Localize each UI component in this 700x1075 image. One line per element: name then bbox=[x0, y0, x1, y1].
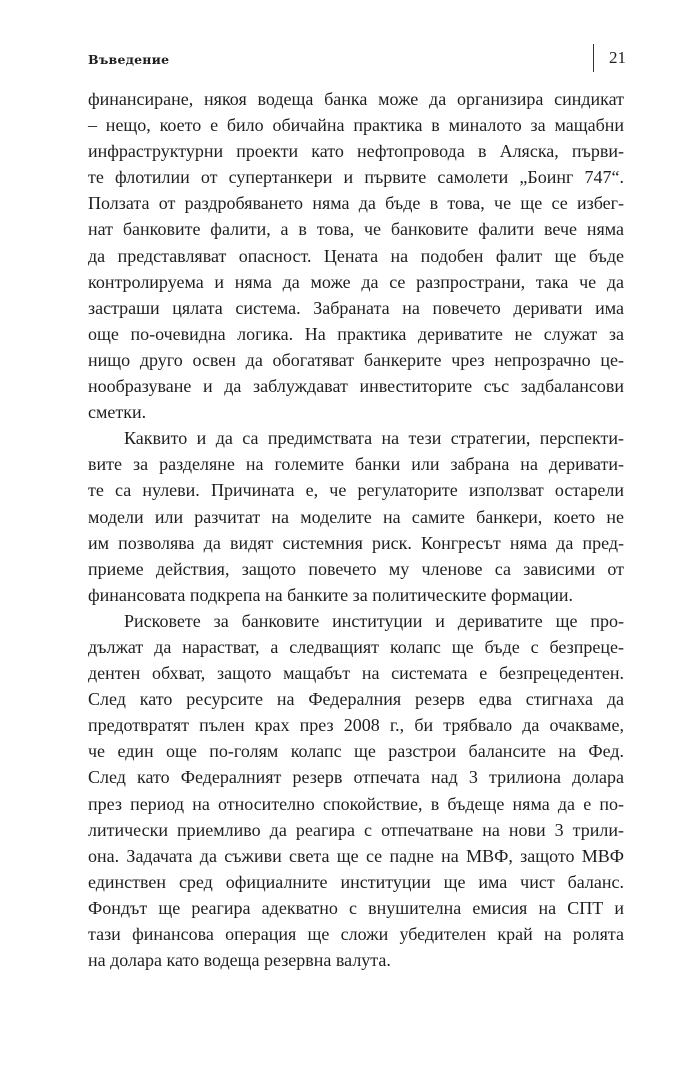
text-line: финансовата подкрепа на банките за политическите формации. bbox=[88, 584, 574, 605]
text-line: нат банковите фалити, а в това, че банковите фалити вече няма bbox=[88, 219, 624, 240]
text-line: Фондът ще реагира адекватно с внушителна емисия на СПТ и bbox=[88, 897, 624, 918]
text-line: сметки. bbox=[88, 402, 147, 423]
text-line: модели или разчитат на моделите на самите банкери, което не bbox=[88, 506, 624, 527]
text-line: им позволява да видят системния риск. Конгресът няма да пред- bbox=[88, 532, 624, 553]
header-divider bbox=[593, 44, 594, 72]
text-line: единствен сред официалните институции ще има чист баланс. bbox=[88, 871, 624, 892]
text-line: още по-очевидна логика. На практика дериватите не служат за bbox=[88, 323, 624, 344]
text-line: през период на относително спокойствие, в бъдеще няма да е по- bbox=[88, 793, 624, 814]
text-line: на долара като водеща резервна валута. bbox=[88, 950, 391, 971]
text-line: Каквито и да са предимствата на тези стратегии, перспекти- bbox=[124, 428, 624, 449]
text-line: литически приемливо да реагира с отпечатване на нови 3 трили- bbox=[88, 819, 624, 840]
text-line: нищо друго освен да обогатяват банкерите чрез непрозрачно це- bbox=[88, 349, 624, 370]
text-line: дентен обхват, защото мащабът на системата е безпрецедентен. bbox=[88, 663, 624, 684]
text-line: приеме действия, защото повечето му членове са зависими от bbox=[88, 558, 624, 579]
section-title: Въведение bbox=[88, 52, 170, 67]
text-line: – нещо, което е било обичайна практика в миналото за мащабни bbox=[88, 115, 624, 136]
body-text bbox=[88, 86, 624, 973]
text-line: вите за разделяне на големите банки или забрана на деривати- bbox=[88, 454, 624, 475]
text-line: да представляват опасност. Цената на подобен фалит ще бъде bbox=[88, 245, 624, 266]
text-line: инфраструктурни проекти като нефтопровода в Аляска, първи- bbox=[88, 141, 624, 162]
paragraph bbox=[88, 86, 624, 425]
text-line: те са нулеви. Причината е, че регулаторите използват остарели bbox=[88, 480, 624, 501]
text-line: контролируема и няма да може да се разпространи, така че да bbox=[88, 271, 624, 292]
text-line: нообразуване и да заблуждават инвеститорите със задбалансови bbox=[88, 376, 624, 397]
text-line: Рисковете за банковите институции и дериватите ще про- bbox=[124, 610, 624, 631]
paragraph bbox=[88, 425, 624, 608]
text-line: че един още по-голям колапс ще разстрои балансите на Фед. bbox=[88, 741, 624, 762]
text-line: След като ресурсите на Федералния резерв едва стигнаха да bbox=[88, 689, 624, 710]
text-line: она. Задачата да съживи света ще се падне на МВФ, защото МВФ bbox=[88, 845, 624, 866]
text-line: тази финансова операция ще сложи убедителен край на ролята bbox=[88, 924, 624, 944]
text-line: застраши цялата система. Забраната на повечето деривати има bbox=[88, 297, 624, 318]
text-line: финансиране, някоя водеща банка може да организира синдикат bbox=[88, 89, 624, 109]
running-header bbox=[88, 44, 630, 74]
text-line: предотвратят пълен крах през 2008 г., би трябвало да очакваме, bbox=[88, 715, 624, 736]
text-line: Ползата от раздробяването няма да бъде в това, че ще се избег- bbox=[88, 193, 624, 214]
text-line: дължат да нарастват, а следващият колапс ще бъде с безпреце- bbox=[88, 636, 624, 657]
page-number: 21 bbox=[609, 48, 626, 67]
text-line: те флотилии от супертанкери и първите самолети „Боинг 747“. bbox=[88, 167, 624, 188]
text-line: След като Федералният резерв отпечата над 3 трилиона долара bbox=[88, 767, 624, 788]
paragraph bbox=[88, 608, 624, 973]
